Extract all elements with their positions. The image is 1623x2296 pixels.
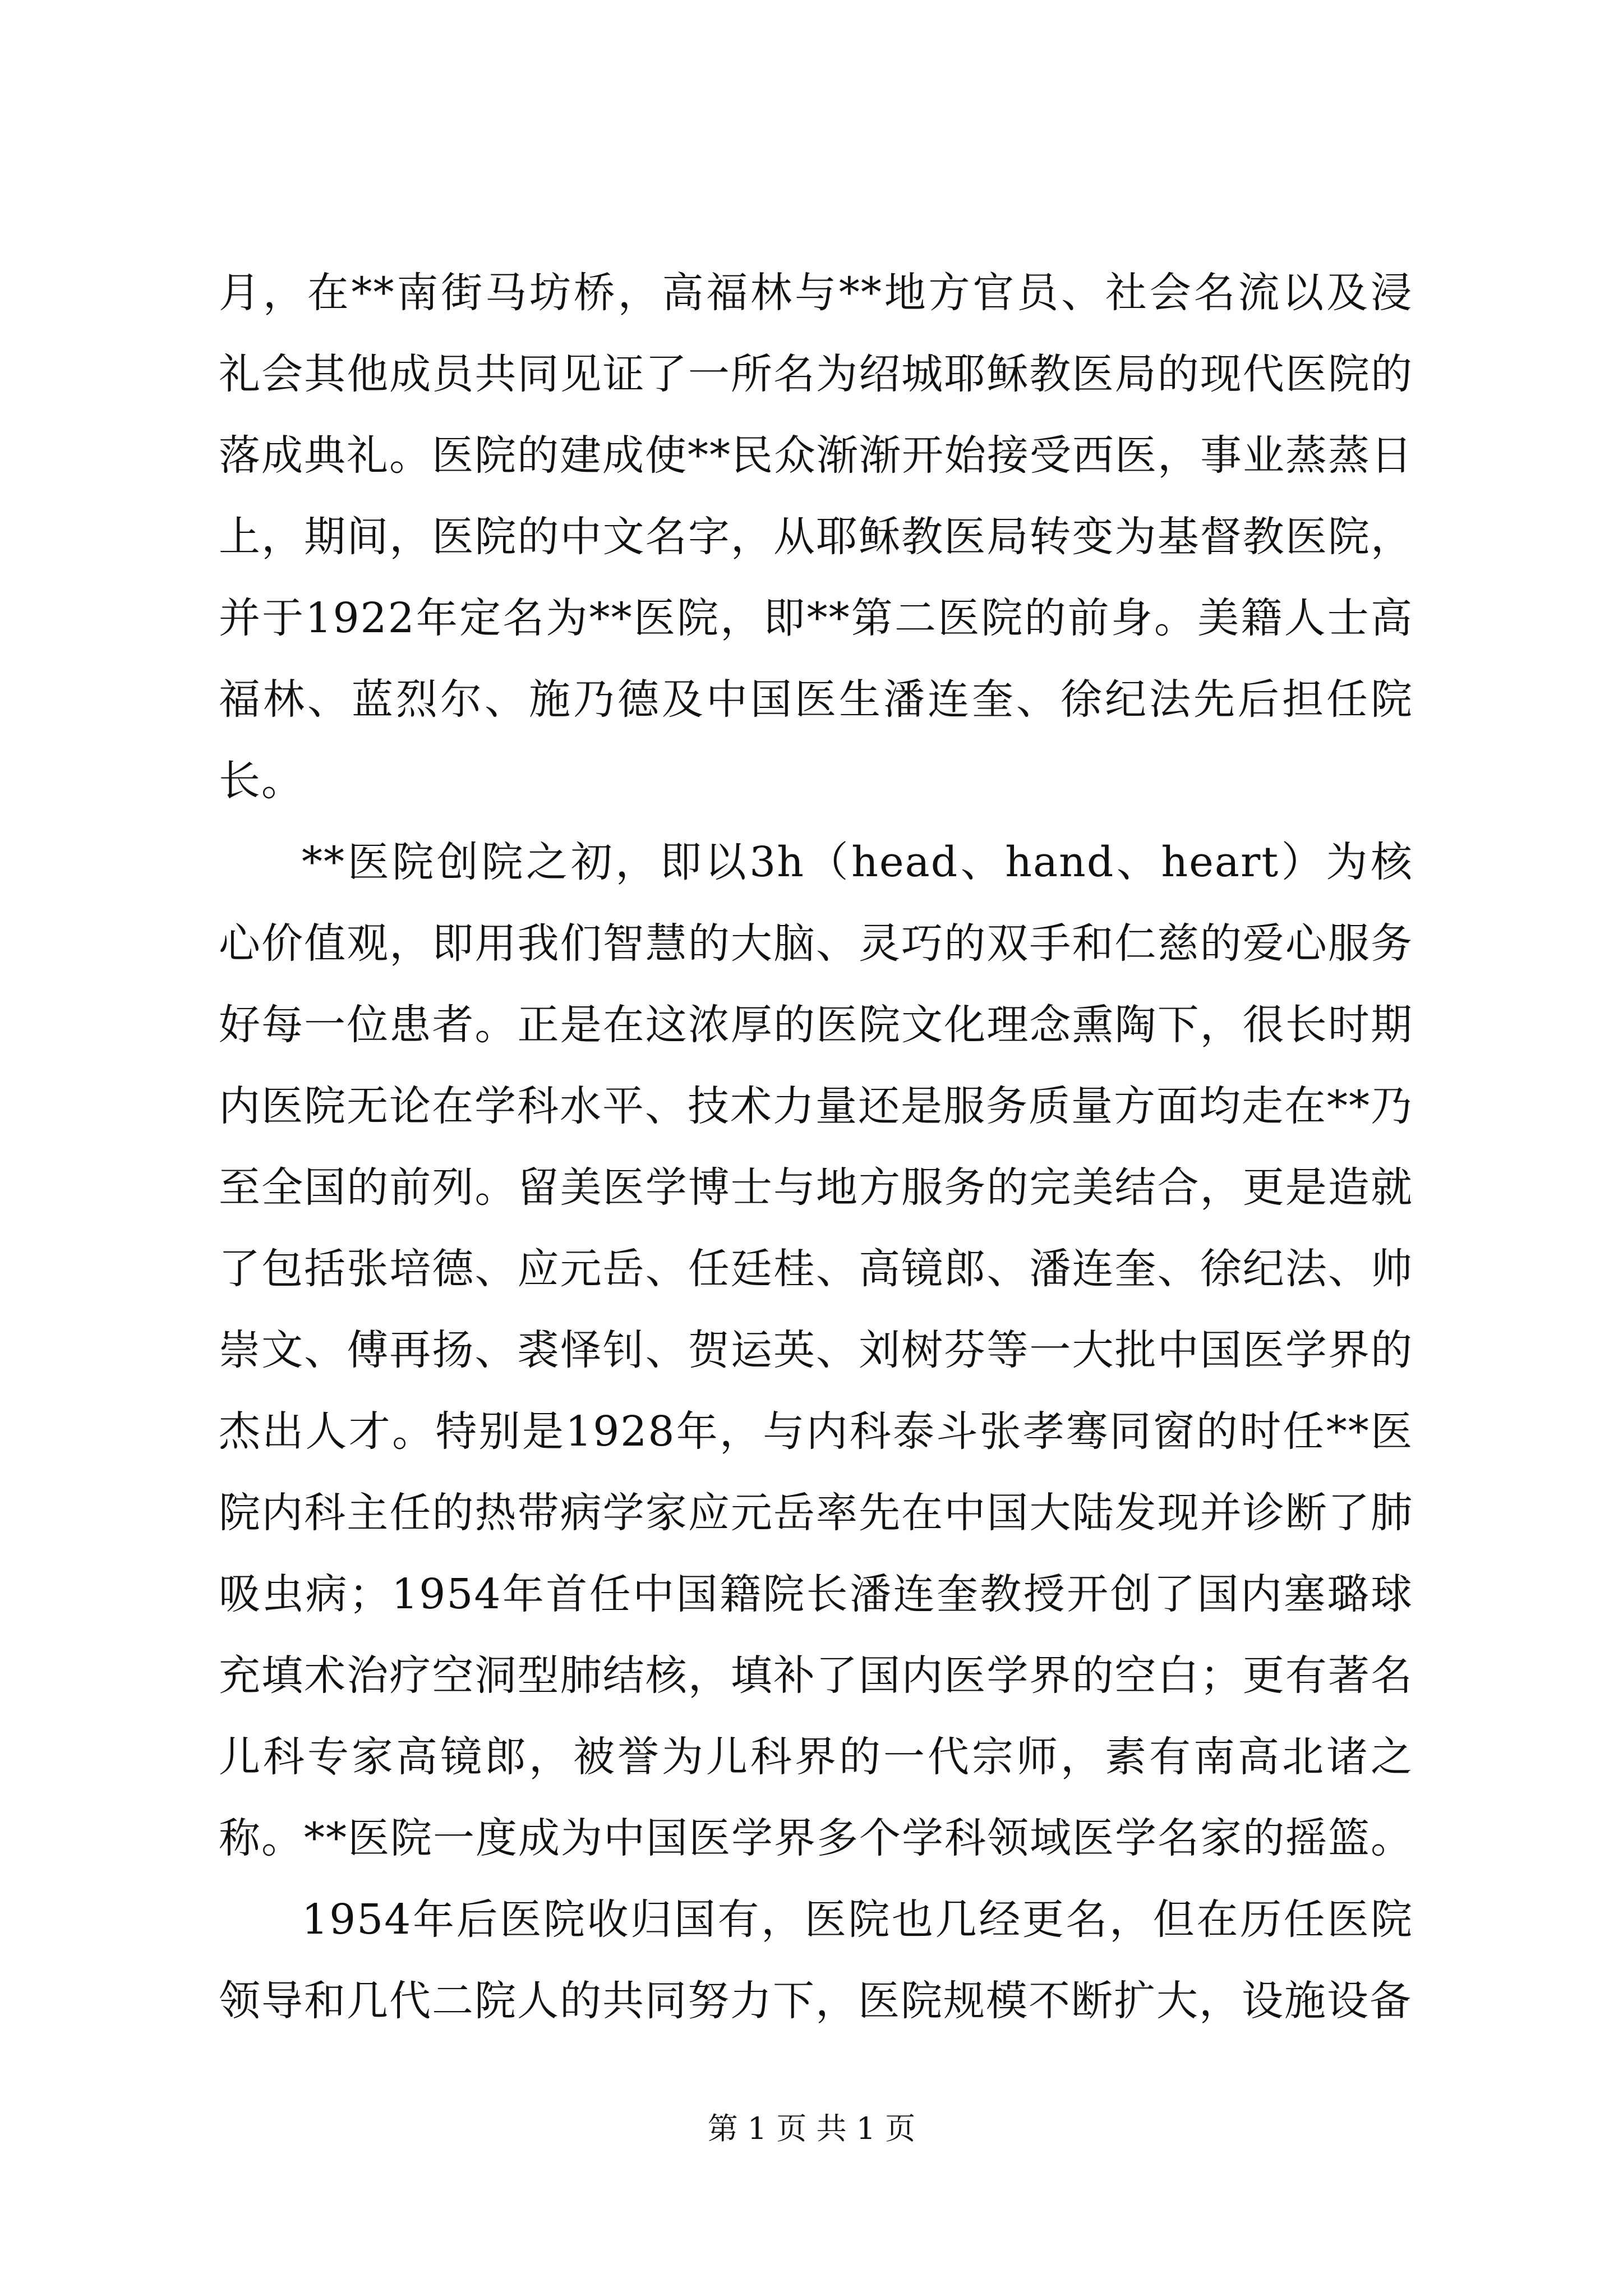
paragraph-after-1954: 1954年后医院收归国有，医院也几经更名，但在历任医院领导和几代二院人的共同努力下，医院规模不断扩大，设施设备	[219, 1895, 1413, 2025]
document-body	[219, 252, 1413, 2042]
paragraph-hospital-founding-values: **医院创院之初，即以3h（head、hand、heart）为核心价值观，即用我们智慧的大脑、灵巧的双手和仁慈的爱心服务好每一位患者。正是在这浓厚的医院文化理念熏陶下，很长时期内医院无论在学科水平、技术力量还是服务质量方面均走在**乃至全国的前列。留美医学博士与地方服务的完美结合，更是造就了包括张培德、应元岳、任廷桂、高镜郎、潘连奎、徐纪法、帅崇文、傅再扬、裘怿钊、贺运英、刘树芬等一大批中国医学界的杰出人才。特别是1928年，与内科泰斗张孝骞同窗的时任**医院内科主任的热带病学家应元岳率先在中国大陆发现并诊断了肺吸虫病；1954年首任中国籍院长潘连奎教授开创了国内塞璐球充填术治疗空洞型肺结核，填补了国内医学界的空白；更有著名儿科专家高镜郎，被誉为儿科界的一代宗师，素有南高北诸之称。**医院一度成为中国医学界多个学科领域医学名家的摇篮。	[219, 838, 1413, 1862]
paragraph-continuation: 月，在**南街马坊桥，高福林与**地方官员、社会名流以及浸礼会其他成员共同见证了一所名为绍城耶稣教医局的现代医院的落成典礼。医院的建成使**民众渐渐开始接受西医，事业蒸蒸日上，期间，医院的中文名字，从耶稣教医局转变为基督教医院，并于1922年定名为**医院，即**第二医院的前身。美籍人士高福林、蓝烈尔、施乃德及中国医生潘连奎、徐纪法先后担任院长。	[219, 269, 1413, 805]
page-footer: 第 1 页 共 1 页	[707, 2111, 916, 2146]
